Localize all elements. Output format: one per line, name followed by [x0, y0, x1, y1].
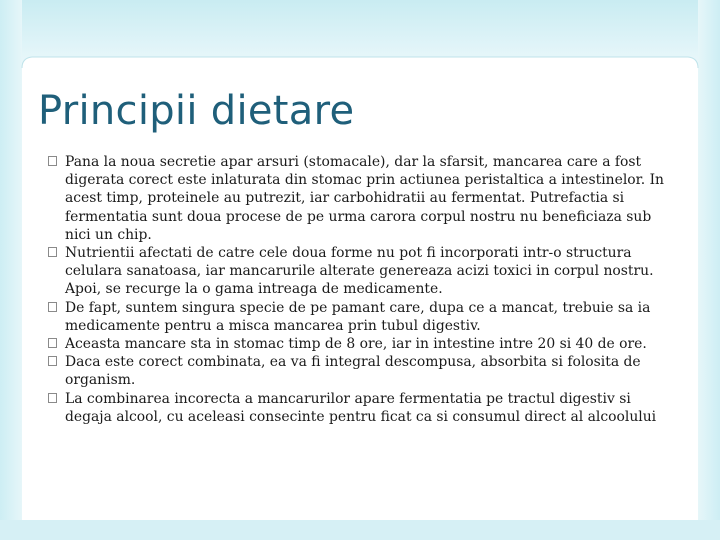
bullet-text: Nutrientii afectati de catre cele doua forme nu pot fi incorporati intr-o structura celulara sanatoasa, iar mancarurile alterate genereaza acizi toxici in corpul nostru. Apoi, se recurge la o gama intreaga de medicamente. — [65, 245, 654, 298]
placeholder-square-icon — [48, 338, 57, 348]
bullet-list — [48, 153, 680, 426]
placeholder-square-icon — [48, 247, 57, 257]
placeholder-square-icon — [48, 156, 57, 166]
placeholder-square-icon — [48, 302, 57, 312]
bullet-text: Daca este corect combinata, ea va fi integral descompusa, absorbita si folosita de organism. — [65, 354, 641, 389]
list-item — [48, 153, 680, 244]
list-item — [48, 244, 680, 299]
bullet-text: La combinarea incorecta a mancarurilor apare fermentatia pe tractul digestiv si degaja alcool, cu aceleasi consecinte pentru ficat ca si consumul direct al alcoolului — [65, 390, 657, 425]
list-item — [48, 299, 680, 335]
bullet-text: Aceasta mancare sta in stomac timp de 8 ore, iar in intestine intre 20 si 40 de ore. — [65, 336, 647, 353]
slide-title: Principii dietare — [38, 88, 355, 134]
list-item — [48, 335, 680, 353]
placeholder-square-icon — [48, 393, 57, 403]
bullet-text: De fapt, suntem singura specie de pe pamant care, dupa ce a mancat, trebuie sa ia medicamente pentru a misca mancarea prin tubul digestiv. — [65, 299, 651, 334]
placeholder-square-icon — [48, 356, 57, 366]
list-item — [48, 353, 680, 389]
list-item — [48, 390, 680, 426]
bullet-text: Pana la noua secretie apar arsuri (stomacale), dar la sfarsit, mancarea care a fost digerata corect este inlaturata din stomac prin actiunea peristaltica a intestinelor. In acest timp, proteinele au putrezit, iar carbohidratii au fermentat. Putrefactia si fermentatia sunt doua procese de pe urma carora corpul nostru nu beneficiaza sub nici un chip. — [65, 154, 665, 243]
